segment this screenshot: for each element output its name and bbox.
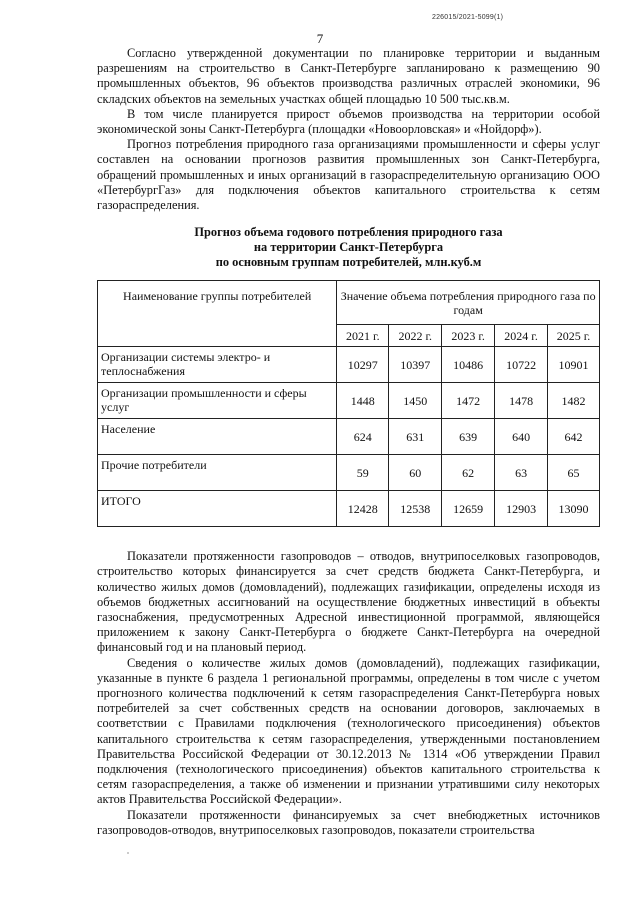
table-cell: 640 xyxy=(495,419,548,455)
document-stamp: 226015/2021-5099(1) xyxy=(432,14,504,21)
table-cell: 624 xyxy=(337,419,389,455)
row-label: ИТОГО xyxy=(98,491,337,527)
table-cell: 10722 xyxy=(495,347,548,383)
paragraph-pipeline-indicators: Показатели протяженности газопроводов – отводов, внутрипоселковых газопроводов, строительство которых финансируется за счет средств бюджета Санкт-Петербурга, и количество жилых домов (домовладений), подлежащих газификации, определены исходя из объемов бюджетных ассигнований на осуществление бюджетных инвестиций в объекты газоснабжения, предусмотренных Адресной инвестиционной программой, являющейся приложением к закону Санкт-Петербурга о бюджете Санкт-Петербурга на очередной финансовый год и на плановый период. xyxy=(97,549,600,655)
table-row xyxy=(98,383,600,419)
table-cell: 1450 xyxy=(389,383,442,419)
page-number: 7 xyxy=(316,31,324,46)
paragraph-gas-forecast: Прогноз потребления природного газа организациями промышленности и сферы услуг составлен на основании прогнозов развития промышленных зон Санкт-Петербурга, обращений промышленных и иных организаций в газораспределительную организацию ООО «ПетербургГаз» для подключения объектов капитального строительства к сетям газораспределения. xyxy=(97,137,600,213)
row-label: Организации промышленности и сферы услуг xyxy=(98,383,337,419)
paragraph-extrabudgetary: Показатели протяженности финансируемых за счет внебюджетных источников газопроводов-отводов, внутрипоселковых газопроводов, показатели строительства xyxy=(97,807,600,837)
row-label: Население xyxy=(98,419,337,455)
table-cell: 63 xyxy=(495,455,548,491)
table-cell: 10397 xyxy=(389,347,442,383)
table-cell: 59 xyxy=(337,455,389,491)
table-title-line-1: Прогноз объема годового потребления природного газа xyxy=(194,225,503,240)
table-cell: 1478 xyxy=(495,383,548,419)
row-label: Прочие потребители xyxy=(98,455,337,491)
row-label: Организации системы электро- и теплоснабжения xyxy=(98,347,337,383)
table-cell: 631 xyxy=(389,419,442,455)
column-header-year: 2023 г. xyxy=(442,325,495,347)
table-cell: 12538 xyxy=(389,491,442,527)
document-body xyxy=(97,46,600,838)
table-cell: 10297 xyxy=(337,347,389,383)
table-cell: 60 xyxy=(389,455,442,491)
column-header-values: Значение объема потребления природного газа по годам xyxy=(337,281,600,325)
table-header-row xyxy=(98,281,600,325)
paragraph-special-economic-zone: В том числе планируется прирост объемов производства на территории особой экономической зоны Санкт-Петербурга (площадки «Новоорловская» и «Нойдорф»). xyxy=(97,106,600,137)
table-row xyxy=(98,419,600,455)
table-row xyxy=(98,455,600,491)
column-header-year: 2025 г. xyxy=(548,325,600,347)
table-cell: 12659 xyxy=(442,491,495,527)
table-cell: 12428 xyxy=(337,491,389,527)
table-cell: 65 xyxy=(548,455,600,491)
table-cell: 13090 xyxy=(548,491,600,527)
table-cell: 10901 xyxy=(548,347,600,383)
table-cell: 642 xyxy=(548,419,600,455)
table-cell: 1472 xyxy=(442,383,495,419)
table-title-line-3: по основным группам потребителей, млн.куб.м xyxy=(215,255,482,270)
column-header-group-name: Наименование группы потребителей xyxy=(98,281,337,347)
table-row-total xyxy=(98,491,600,527)
table-title-line-2: на территории Санкт-Петербурга xyxy=(253,240,444,255)
table-cell: 62 xyxy=(442,455,495,491)
table-cell: 639 xyxy=(442,419,495,455)
table-cell: 10486 xyxy=(442,347,495,383)
scan-mark xyxy=(127,852,129,854)
column-header-year: 2022 г. xyxy=(389,325,442,347)
paragraph-planned-objects: Согласно утвержденной документации по планировке территории и выданным разрешениям на строительство в Санкт-Петербурге запланировано к размещению 90 промышленных объектов, 96 объектов производства различных отраслей экономики, 96 складских объектов на земельных участках общей площадью 10 500 тыс.кв.м. xyxy=(97,46,600,106)
gas-consumption-table xyxy=(97,280,600,527)
paragraph-houses-information: Сведения о количестве жилых домов (домовладений), подлежащих газификации, указанные в пункте 6 раздела 1 региональной программы, определены в том числе с учетом прогнозного количества подключений к сетям газораспределения Санкт-Петербурга новых потребителей за счет собственных средств на основании договоров, заключаемых в соответствии с Правилами подключения (технологического присоединения) объектов капитального строительства к сетям газораспределения, утвержденными постановлением Правительства Российской Федерации от 30.12.2013 № 1314 «Об утверждении Правил подключения (технологического присоединения) объектов капитального строительства к сетям газораспределения, а также об изменении и признании утратившими силу некоторых актов Правительства Российской Федерации». xyxy=(97,655,600,807)
column-header-year: 2021 г. xyxy=(337,325,389,347)
table-cell: 1448 xyxy=(337,383,389,419)
table-cell: 12903 xyxy=(495,491,548,527)
table-cell: 1482 xyxy=(548,383,600,419)
column-header-year: 2024 г. xyxy=(495,325,548,347)
table-row xyxy=(98,347,600,383)
